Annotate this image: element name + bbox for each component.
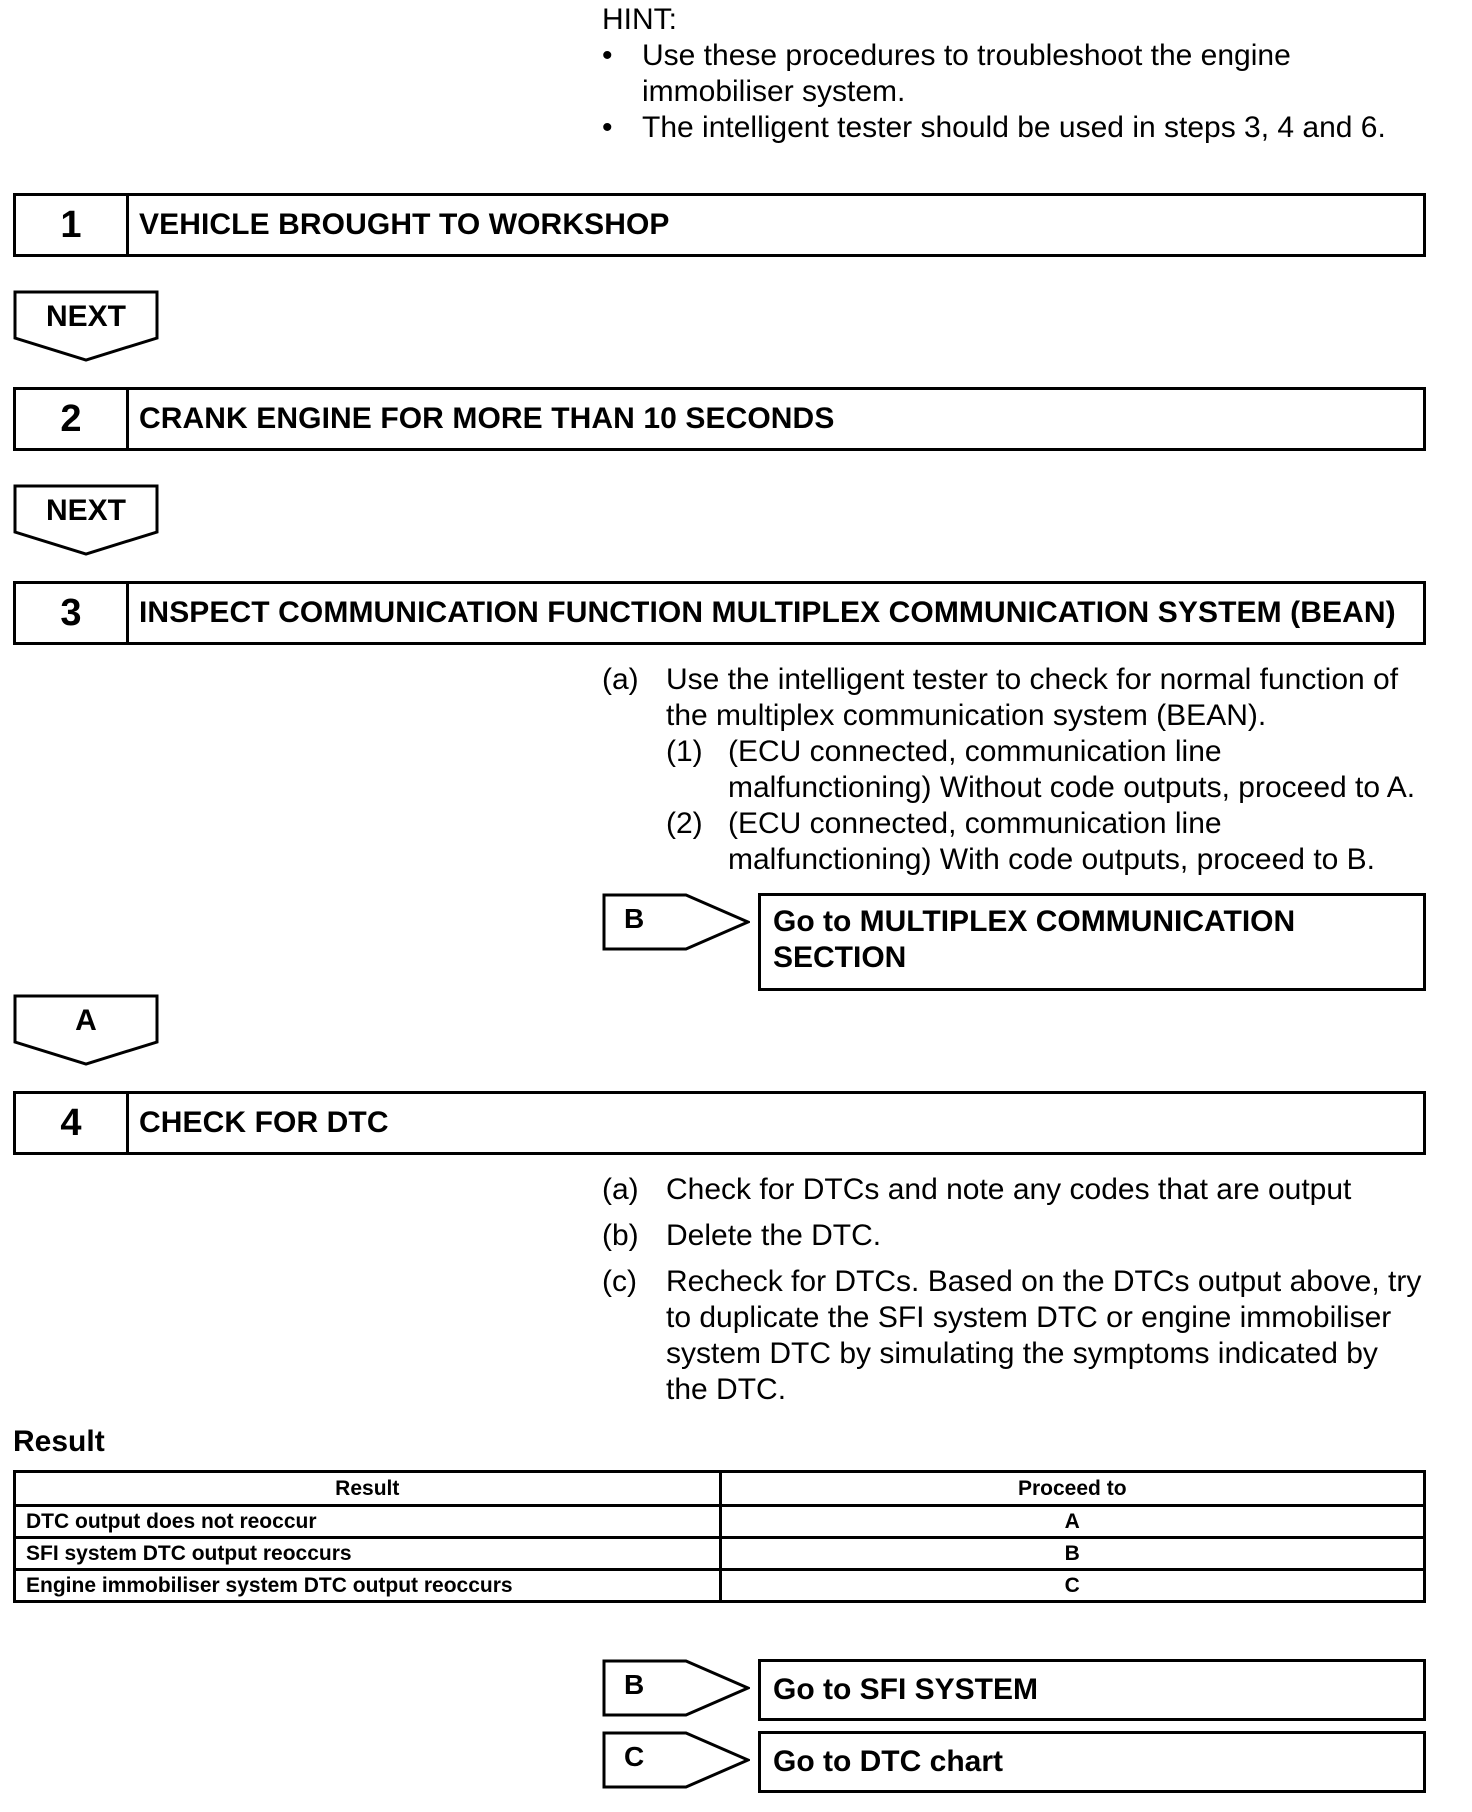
next-arrow xyxy=(13,484,159,556)
branch-arrow-b xyxy=(602,1659,750,1717)
column-header-result: Result xyxy=(15,1472,721,1506)
branch-arrow-c xyxy=(602,1731,750,1789)
table-row xyxy=(15,1570,1425,1602)
hint-title: HINT: xyxy=(602,3,677,36)
hint-bullet-line: immobiliser system. xyxy=(642,75,906,108)
step-header xyxy=(13,387,1426,451)
step-header xyxy=(13,581,1426,645)
item-line: Check for DTCs and note any codes that are output xyxy=(666,1173,1352,1206)
a-label: A xyxy=(75,1004,97,1037)
goto-line: SECTION xyxy=(773,941,907,974)
step-title: INSPECT COMMUNICATION FUNCTION MULTIPLEX COMMUNICATION SYSTEM (BEAN) xyxy=(139,596,1396,629)
item-line: malfunctioning) Without code outputs, proceed to A. xyxy=(728,771,1416,804)
table-row xyxy=(15,1538,1425,1570)
item-mark: (a) xyxy=(602,663,639,696)
item-line: malfunctioning) With code outputs, proceed to B. xyxy=(728,843,1376,876)
item-line: the multiplex communication system (BEAN). xyxy=(666,699,1267,732)
item-line: Recheck for DTCs. Based on the DTCs output above, try xyxy=(666,1265,1422,1298)
item-line: (ECU connected, communication line xyxy=(728,735,1222,768)
goto-line: Go to SFI SYSTEM xyxy=(773,1673,1039,1706)
branch-arrow-b xyxy=(602,893,750,951)
item-mark: (a) xyxy=(602,1173,639,1206)
item-mark: (2) xyxy=(666,807,703,840)
step-number: 3 xyxy=(16,584,129,642)
item-line: the DTC. xyxy=(666,1373,787,1406)
item-line: system DTC by simulating the symptoms indicated by xyxy=(666,1337,1378,1370)
branch-label: C xyxy=(624,1741,645,1772)
bullet-mark: • xyxy=(602,111,613,144)
step-number: 2 xyxy=(16,390,129,448)
result-cell: SFI system DTC output reoccurs xyxy=(15,1538,721,1570)
item-mark: (b) xyxy=(602,1219,639,1252)
goto-dtc-chart-link[interactable] xyxy=(758,1731,1426,1793)
step-title: VEHICLE BROUGHT TO WORKSHOP xyxy=(139,208,670,241)
goto-line: Go to DTC chart xyxy=(773,1745,1003,1778)
item-line: Use the intelligent tester to check for normal function of xyxy=(666,663,1399,696)
result-heading: Result xyxy=(13,1425,105,1458)
item-mark: (c) xyxy=(602,1265,637,1298)
step-header xyxy=(13,1091,1426,1155)
step-title: CRANK ENGINE FOR MORE THAN 10 SECONDS xyxy=(139,402,835,435)
branch-label: B xyxy=(624,1669,645,1700)
next-label: NEXT xyxy=(45,300,126,333)
item-line: (ECU connected, communication line xyxy=(728,807,1222,840)
result-cell: DTC output does not reoccur xyxy=(15,1506,721,1538)
result-cell: Engine immobiliser system DTC output reoccurs xyxy=(15,1570,721,1602)
goto-line: Go to MULTIPLEX COMMUNICATION xyxy=(773,905,1296,938)
step-header xyxy=(13,193,1426,257)
item-line: to duplicate the SFI system DTC or engine immobiliser xyxy=(666,1301,1392,1334)
next-label: NEXT xyxy=(45,494,126,527)
item-mark: (1) xyxy=(666,735,703,768)
result-table xyxy=(13,1470,1426,1603)
goto-sfi-system-link[interactable] xyxy=(758,1659,1426,1721)
item-line: Delete the DTC. xyxy=(666,1219,882,1252)
hint-bullet-line: The intelligent tester should be used in steps 3, 4 and 6. xyxy=(642,111,1386,144)
table-row xyxy=(15,1506,1425,1538)
proceed-cell: B xyxy=(720,1538,1424,1570)
proceed-cell: A xyxy=(720,1506,1424,1538)
bullet-mark: • xyxy=(602,39,613,72)
step-title: CHECK FOR DTC xyxy=(139,1106,389,1139)
hint-bullet-line: Use these procedures to troubleshoot the engine xyxy=(642,39,1291,72)
column-header-proceed: Proceed to xyxy=(720,1472,1424,1506)
table-header-row xyxy=(15,1472,1425,1506)
step-number: 1 xyxy=(16,196,129,254)
proceed-cell: C xyxy=(720,1570,1424,1602)
goto-multiplex-link[interactable] xyxy=(758,893,1426,991)
step-number: 4 xyxy=(16,1094,129,1152)
next-arrow xyxy=(13,290,159,362)
branch-label: B xyxy=(624,903,645,934)
a-arrow xyxy=(13,994,159,1066)
